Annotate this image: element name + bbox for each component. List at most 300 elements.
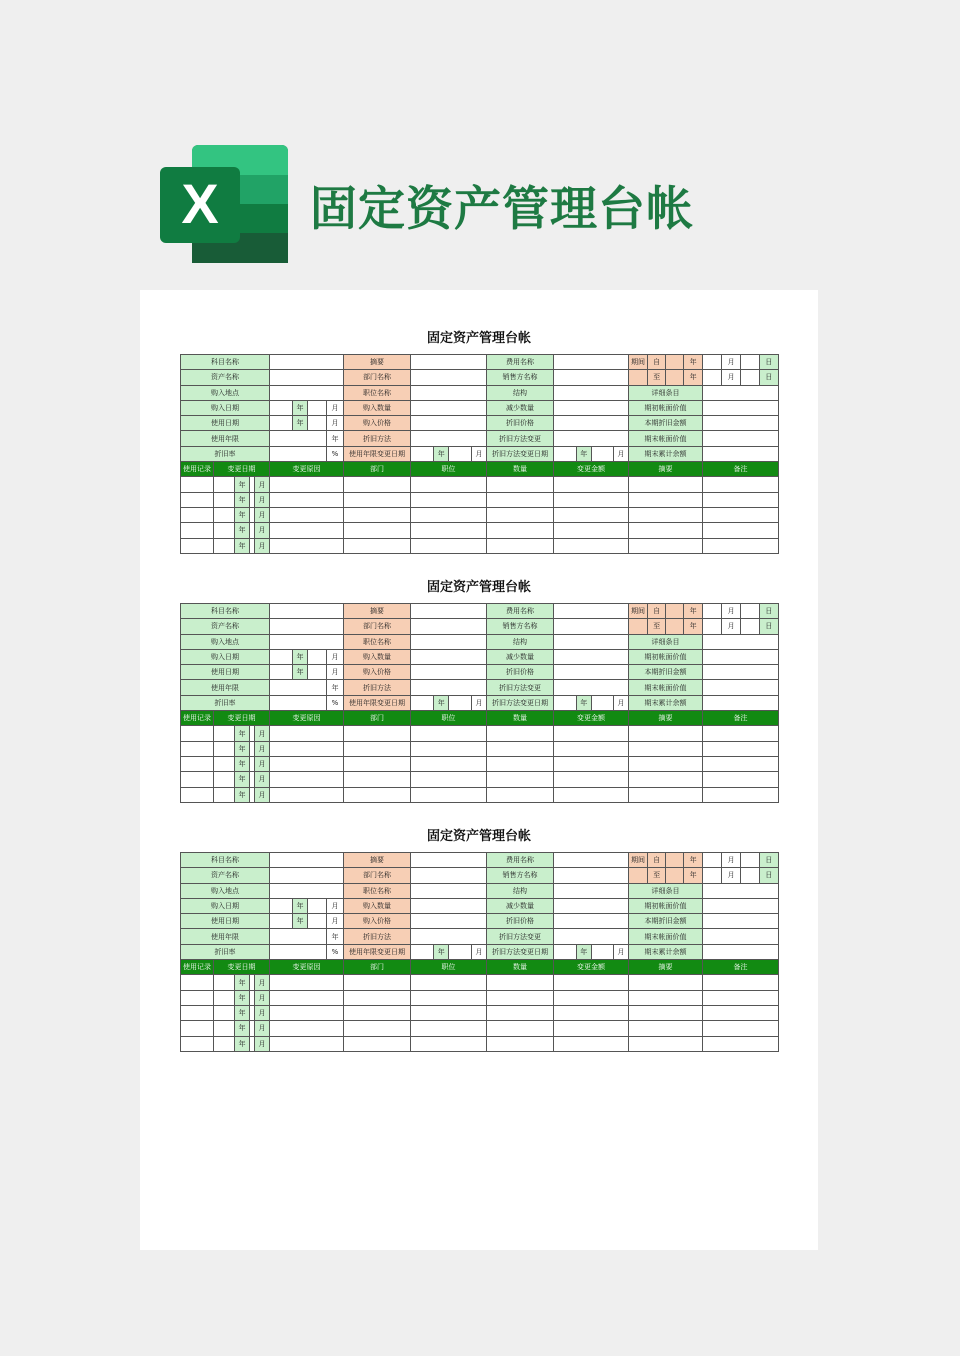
record-input[interactable] bbox=[181, 990, 214, 1005]
record-input[interactable] bbox=[487, 990, 554, 1005]
record-input[interactable] bbox=[554, 507, 629, 522]
period-from-cell bbox=[629, 355, 703, 370]
record-input[interactable] bbox=[554, 538, 629, 553]
field-input[interactable] bbox=[703, 400, 779, 415]
record-input[interactable] bbox=[411, 1036, 487, 1051]
date-input[interactable] bbox=[214, 757, 235, 771]
record-input[interactable] bbox=[344, 772, 411, 787]
date-input[interactable] bbox=[591, 945, 613, 959]
seller-name-input[interactable] bbox=[554, 370, 629, 385]
field-input[interactable] bbox=[703, 431, 779, 446]
record-input[interactable] bbox=[703, 741, 779, 756]
ledger-block bbox=[180, 328, 778, 554]
field-input[interactable] bbox=[703, 944, 779, 959]
summary-input[interactable] bbox=[411, 355, 487, 370]
date-input[interactable] bbox=[214, 523, 235, 537]
from-month-input[interactable] bbox=[703, 853, 722, 867]
date-input[interactable] bbox=[449, 696, 472, 710]
field-input[interactable] bbox=[703, 695, 779, 710]
record-input[interactable] bbox=[487, 492, 554, 507]
field-input[interactable] bbox=[703, 680, 779, 695]
label-year: 年 bbox=[235, 1037, 250, 1051]
record-input[interactable] bbox=[487, 772, 554, 787]
purchase-place-input[interactable] bbox=[270, 385, 344, 400]
record-input[interactable] bbox=[344, 1036, 411, 1051]
date-input[interactable] bbox=[214, 742, 235, 756]
record-input[interactable] bbox=[181, 756, 214, 771]
field-input[interactable] bbox=[411, 649, 487, 664]
purchase-place-input[interactable] bbox=[270, 634, 344, 649]
record-input[interactable] bbox=[270, 492, 344, 507]
field-input[interactable] bbox=[703, 385, 779, 400]
record-input[interactable] bbox=[181, 741, 214, 756]
label-day: 日 bbox=[759, 604, 778, 618]
life-input[interactable] bbox=[270, 929, 327, 943]
expense-name-input[interactable] bbox=[554, 355, 629, 370]
from-day-input[interactable] bbox=[741, 853, 760, 867]
record-input[interactable] bbox=[411, 787, 487, 802]
date-input[interactable] bbox=[270, 665, 293, 679]
purchase-place-input[interactable] bbox=[270, 883, 344, 898]
record-input[interactable] bbox=[703, 477, 779, 492]
record-input[interactable] bbox=[411, 538, 487, 553]
record-input[interactable] bbox=[181, 507, 214, 522]
field-input[interactable] bbox=[703, 883, 779, 898]
date-input[interactable] bbox=[411, 696, 434, 710]
from-month-input[interactable] bbox=[703, 604, 722, 618]
department-name-input[interactable] bbox=[411, 619, 487, 634]
to-day-input[interactable] bbox=[741, 370, 760, 384]
record-input[interactable] bbox=[181, 1021, 214, 1036]
account-name-input[interactable] bbox=[270, 355, 344, 370]
asset-name-input[interactable] bbox=[270, 868, 344, 883]
date-input[interactable] bbox=[214, 1021, 235, 1035]
record-input[interactable] bbox=[703, 523, 779, 538]
field-input[interactable] bbox=[554, 431, 629, 446]
record-input[interactable] bbox=[629, 507, 703, 522]
record-input[interactable] bbox=[411, 523, 487, 538]
to-day-input[interactable] bbox=[741, 868, 760, 882]
record-row bbox=[181, 990, 779, 1005]
field-input[interactable] bbox=[703, 665, 779, 680]
label-year: 年 bbox=[293, 650, 308, 664]
svg-text:X: X bbox=[181, 172, 219, 235]
label-month: 月 bbox=[255, 975, 270, 989]
record-input[interactable] bbox=[554, 477, 629, 492]
record-input[interactable] bbox=[270, 1036, 344, 1051]
field-input[interactable] bbox=[554, 634, 629, 649]
record-input[interactable] bbox=[703, 756, 779, 771]
label-year: 年 bbox=[235, 772, 250, 786]
record-input[interactable] bbox=[181, 1036, 214, 1051]
record-input[interactable] bbox=[629, 538, 703, 553]
record-input[interactable] bbox=[554, 523, 629, 538]
record-input[interactable] bbox=[270, 990, 344, 1005]
from-year-input[interactable] bbox=[666, 355, 684, 369]
record-input[interactable] bbox=[411, 726, 487, 741]
from-month-input[interactable] bbox=[703, 355, 722, 369]
to-year-input[interactable] bbox=[666, 868, 684, 882]
field-input[interactable] bbox=[411, 385, 487, 400]
record-input[interactable] bbox=[270, 1005, 344, 1020]
field-input[interactable] bbox=[554, 665, 629, 680]
to-year-input[interactable] bbox=[666, 619, 684, 633]
table-row bbox=[181, 695, 779, 710]
record-input[interactable] bbox=[270, 726, 344, 741]
record-input[interactable] bbox=[411, 772, 487, 787]
expense-name-input[interactable] bbox=[554, 604, 629, 619]
date-input[interactable] bbox=[270, 416, 293, 430]
department-name-input[interactable] bbox=[411, 868, 487, 883]
date-input[interactable] bbox=[214, 772, 235, 786]
change-date-cell bbox=[214, 975, 270, 990]
field-input[interactable] bbox=[703, 929, 779, 944]
field-input[interactable] bbox=[554, 416, 629, 431]
record-input[interactable] bbox=[554, 1005, 629, 1020]
asset-name-input[interactable] bbox=[270, 619, 344, 634]
summary-input[interactable] bbox=[411, 853, 487, 868]
record-input[interactable] bbox=[554, 975, 629, 990]
label-day: 日 bbox=[759, 853, 778, 867]
field-input[interactable] bbox=[703, 446, 779, 461]
date-input[interactable] bbox=[270, 401, 293, 415]
label-opening-book-value: 期初帐面价值 bbox=[629, 898, 703, 913]
record-input[interactable] bbox=[703, 726, 779, 741]
label-closing-book-value: 期末帐面价值 bbox=[629, 929, 703, 944]
record-input[interactable] bbox=[411, 741, 487, 756]
record-input[interactable] bbox=[181, 726, 214, 741]
to-month-input[interactable] bbox=[703, 619, 722, 633]
date-input[interactable] bbox=[214, 493, 235, 507]
record-input[interactable] bbox=[411, 1005, 487, 1020]
life-input[interactable] bbox=[270, 431, 327, 445]
record-input[interactable] bbox=[554, 990, 629, 1005]
record-input[interactable] bbox=[629, 772, 703, 787]
field-input[interactable] bbox=[703, 649, 779, 664]
field-input[interactable] bbox=[411, 929, 487, 944]
record-input[interactable] bbox=[270, 741, 344, 756]
record-input[interactable] bbox=[344, 990, 411, 1005]
label-from: 自 bbox=[648, 853, 666, 867]
record-input[interactable] bbox=[344, 538, 411, 553]
date-input[interactable] bbox=[308, 416, 327, 430]
record-input[interactable] bbox=[181, 538, 214, 553]
label-year: 年 bbox=[684, 868, 702, 882]
field-input[interactable] bbox=[554, 400, 629, 415]
record-input[interactable] bbox=[270, 756, 344, 771]
record-input[interactable] bbox=[411, 975, 487, 990]
table-row bbox=[181, 665, 779, 680]
ledger-title: 固定资产管理台帐 bbox=[426, 331, 531, 346]
record-input[interactable] bbox=[629, 492, 703, 507]
rate-input[interactable] bbox=[270, 945, 327, 959]
record-input[interactable] bbox=[629, 1021, 703, 1036]
date-input[interactable] bbox=[449, 945, 472, 959]
record-input[interactable] bbox=[554, 787, 629, 802]
field-input[interactable] bbox=[554, 649, 629, 664]
change-date-cell bbox=[214, 538, 270, 553]
record-row bbox=[181, 1036, 779, 1051]
record-input[interactable] bbox=[487, 756, 554, 771]
record-input[interactable] bbox=[554, 492, 629, 507]
record-input[interactable] bbox=[554, 772, 629, 787]
record-input[interactable] bbox=[181, 477, 214, 492]
record-input[interactable] bbox=[487, 741, 554, 756]
field-input[interactable] bbox=[411, 914, 487, 929]
field-input[interactable] bbox=[554, 898, 629, 913]
record-input[interactable] bbox=[344, 523, 411, 538]
record-input[interactable] bbox=[270, 1021, 344, 1036]
record-input[interactable] bbox=[554, 1021, 629, 1036]
change-date-cell bbox=[214, 772, 270, 787]
record-input[interactable] bbox=[344, 492, 411, 507]
record-input[interactable] bbox=[344, 726, 411, 741]
record-input[interactable] bbox=[411, 477, 487, 492]
label-closing-balance: 期末累计余额 bbox=[629, 944, 703, 959]
from-day-input[interactable] bbox=[741, 355, 760, 369]
field-input[interactable] bbox=[554, 929, 629, 944]
record-input[interactable] bbox=[629, 975, 703, 990]
date-input[interactable] bbox=[308, 914, 327, 928]
record-input[interactable] bbox=[181, 975, 214, 990]
field-input[interactable] bbox=[411, 665, 487, 680]
table-row bbox=[181, 914, 779, 929]
date-input[interactable] bbox=[214, 1037, 235, 1051]
field-input[interactable] bbox=[411, 400, 487, 415]
change-date-cell bbox=[214, 741, 270, 756]
record-input[interactable] bbox=[703, 507, 779, 522]
summary-input[interactable] bbox=[411, 604, 487, 619]
column-header: 备注 bbox=[703, 462, 779, 477]
record-input[interactable] bbox=[629, 726, 703, 741]
to-month-input[interactable] bbox=[703, 370, 722, 384]
record-input[interactable] bbox=[411, 756, 487, 771]
field-input[interactable] bbox=[411, 634, 487, 649]
field-input[interactable] bbox=[411, 416, 487, 431]
label-detail-item: 详细条目 bbox=[629, 883, 703, 898]
field-input[interactable] bbox=[554, 883, 629, 898]
field-input[interactable] bbox=[411, 431, 487, 446]
record-input[interactable] bbox=[270, 772, 344, 787]
label-from: 自 bbox=[648, 604, 666, 618]
column-header: 变更金额 bbox=[554, 711, 629, 726]
field-input[interactable] bbox=[554, 680, 629, 695]
from-day-input[interactable] bbox=[741, 604, 760, 618]
period-to-md-cell bbox=[703, 868, 779, 883]
to-day-input[interactable] bbox=[741, 619, 760, 633]
label-from: 自 bbox=[648, 355, 666, 369]
record-input[interactable] bbox=[554, 756, 629, 771]
record-input[interactable] bbox=[411, 492, 487, 507]
date-input[interactable] bbox=[554, 447, 576, 461]
record-input[interactable] bbox=[344, 477, 411, 492]
record-input[interactable] bbox=[487, 1021, 554, 1036]
label-month: 月 bbox=[722, 619, 741, 633]
account-name-input[interactable] bbox=[270, 853, 344, 868]
date-input[interactable] bbox=[591, 447, 613, 461]
record-input[interactable] bbox=[554, 741, 629, 756]
asset-name-input[interactable] bbox=[270, 370, 344, 385]
record-input[interactable] bbox=[487, 538, 554, 553]
life-cell bbox=[270, 929, 344, 944]
field-input[interactable] bbox=[703, 634, 779, 649]
from-year-input[interactable] bbox=[666, 853, 684, 867]
record-input[interactable] bbox=[487, 787, 554, 802]
label-method-change-date: 折旧方法变更日期 bbox=[487, 695, 554, 710]
record-input[interactable] bbox=[487, 477, 554, 492]
record-input[interactable] bbox=[703, 538, 779, 553]
record-input[interactable] bbox=[181, 1005, 214, 1020]
record-input[interactable] bbox=[629, 477, 703, 492]
label-to: 至 bbox=[648, 370, 666, 384]
record-input[interactable] bbox=[181, 787, 214, 802]
record-input[interactable] bbox=[411, 990, 487, 1005]
label-month: 月 bbox=[475, 947, 483, 956]
seller-name-input[interactable] bbox=[554, 868, 629, 883]
column-header: 摘要 bbox=[629, 462, 703, 477]
record-input[interactable] bbox=[703, 492, 779, 507]
record-input[interactable] bbox=[344, 1005, 411, 1020]
record-input[interactable] bbox=[270, 477, 344, 492]
record-row bbox=[181, 538, 779, 553]
to-year-input[interactable] bbox=[666, 370, 684, 384]
label-closing-book-value: 期末帐面价值 bbox=[629, 680, 703, 695]
record-input[interactable] bbox=[703, 1021, 779, 1036]
field-input[interactable] bbox=[703, 914, 779, 929]
date-input[interactable] bbox=[554, 945, 576, 959]
label-month: 月 bbox=[255, 742, 270, 756]
record-input[interactable] bbox=[487, 975, 554, 990]
label-year: 年 bbox=[684, 355, 702, 369]
record-input[interactable] bbox=[344, 975, 411, 990]
record-input[interactable] bbox=[487, 1005, 554, 1020]
record-input[interactable] bbox=[411, 1021, 487, 1036]
date-cell bbox=[270, 665, 344, 680]
label-depreciation-rate: 折旧率 bbox=[181, 695, 270, 710]
record-input[interactable] bbox=[344, 1021, 411, 1036]
life-change-cell bbox=[411, 695, 487, 710]
label-year: 年 bbox=[235, 991, 250, 1005]
record-input[interactable] bbox=[344, 507, 411, 522]
field-input[interactable] bbox=[554, 385, 629, 400]
field-input[interactable] bbox=[411, 883, 487, 898]
date-input[interactable] bbox=[270, 650, 293, 664]
record-input[interactable] bbox=[181, 523, 214, 538]
date-input[interactable] bbox=[308, 650, 327, 664]
account-name-input[interactable] bbox=[270, 604, 344, 619]
date-input[interactable] bbox=[214, 991, 235, 1005]
from-year-input[interactable] bbox=[666, 604, 684, 618]
record-input[interactable] bbox=[344, 756, 411, 771]
date-input[interactable] bbox=[308, 401, 327, 415]
label-structure: 结构 bbox=[487, 634, 554, 649]
field-input[interactable] bbox=[703, 416, 779, 431]
rate-input[interactable] bbox=[270, 696, 327, 710]
record-input[interactable] bbox=[487, 726, 554, 741]
rate-cell bbox=[270, 695, 344, 710]
record-input[interactable] bbox=[629, 990, 703, 1005]
label-to: 至 bbox=[648, 619, 666, 633]
period-from-md-cell bbox=[703, 604, 779, 619]
date-input[interactable] bbox=[449, 447, 472, 461]
record-input[interactable] bbox=[554, 1036, 629, 1051]
record-input[interactable] bbox=[344, 741, 411, 756]
date-input[interactable] bbox=[214, 975, 235, 989]
record-input[interactable] bbox=[487, 507, 554, 522]
date-input[interactable] bbox=[554, 696, 576, 710]
life-input[interactable] bbox=[270, 680, 327, 694]
record-input[interactable] bbox=[703, 990, 779, 1005]
date-input[interactable] bbox=[270, 899, 293, 913]
date-input[interactable] bbox=[214, 1006, 235, 1020]
record-input[interactable] bbox=[629, 741, 703, 756]
date-input[interactable] bbox=[214, 539, 235, 553]
record-input[interactable] bbox=[270, 523, 344, 538]
date-input[interactable] bbox=[270, 914, 293, 928]
record-input[interactable] bbox=[554, 726, 629, 741]
record-input[interactable] bbox=[629, 1036, 703, 1051]
date-input[interactable] bbox=[308, 899, 327, 913]
record-input[interactable] bbox=[629, 756, 703, 771]
expense-name-input[interactable] bbox=[554, 853, 629, 868]
seller-name-input[interactable] bbox=[554, 619, 629, 634]
field-input[interactable] bbox=[703, 898, 779, 913]
record-input[interactable] bbox=[703, 772, 779, 787]
date-input[interactable] bbox=[591, 696, 613, 710]
record-input[interactable] bbox=[270, 787, 344, 802]
date-input[interactable] bbox=[214, 508, 235, 522]
label-day: 日 bbox=[759, 619, 778, 633]
rate-input[interactable] bbox=[270, 447, 327, 461]
record-input[interactable] bbox=[487, 523, 554, 538]
label-purchase-place: 购入地点 bbox=[181, 634, 270, 649]
record-input[interactable] bbox=[181, 772, 214, 787]
record-input[interactable] bbox=[703, 1036, 779, 1051]
column-header: 变更日期 bbox=[214, 960, 270, 975]
label-month: 月 bbox=[722, 604, 741, 618]
department-name-input[interactable] bbox=[411, 370, 487, 385]
record-input[interactable] bbox=[703, 975, 779, 990]
date-input[interactable] bbox=[214, 477, 235, 491]
date-input[interactable] bbox=[411, 447, 434, 461]
to-month-input[interactable] bbox=[703, 868, 722, 882]
record-input[interactable] bbox=[344, 787, 411, 802]
record-input[interactable] bbox=[270, 975, 344, 990]
field-input[interactable] bbox=[554, 914, 629, 929]
record-input[interactable] bbox=[270, 507, 344, 522]
date-input[interactable] bbox=[411, 945, 434, 959]
record-input[interactable] bbox=[181, 492, 214, 507]
label-period-cont bbox=[629, 619, 648, 633]
record-input[interactable] bbox=[411, 507, 487, 522]
record-input[interactable] bbox=[629, 1005, 703, 1020]
label-period: 期间 bbox=[629, 604, 648, 618]
date-input[interactable] bbox=[308, 665, 327, 679]
label-year: 年 bbox=[293, 899, 308, 913]
record-input[interactable] bbox=[703, 1005, 779, 1020]
field-input[interactable] bbox=[411, 680, 487, 695]
date-input[interactable] bbox=[214, 788, 235, 802]
record-input[interactable] bbox=[487, 1036, 554, 1051]
record-input[interactable] bbox=[629, 787, 703, 802]
field-input[interactable] bbox=[411, 898, 487, 913]
label-expense-name: 费用名称 bbox=[487, 604, 554, 619]
table-row bbox=[181, 853, 779, 868]
record-input[interactable] bbox=[703, 787, 779, 802]
record-input[interactable] bbox=[270, 538, 344, 553]
record-input[interactable] bbox=[629, 523, 703, 538]
date-input[interactable] bbox=[214, 726, 235, 740]
